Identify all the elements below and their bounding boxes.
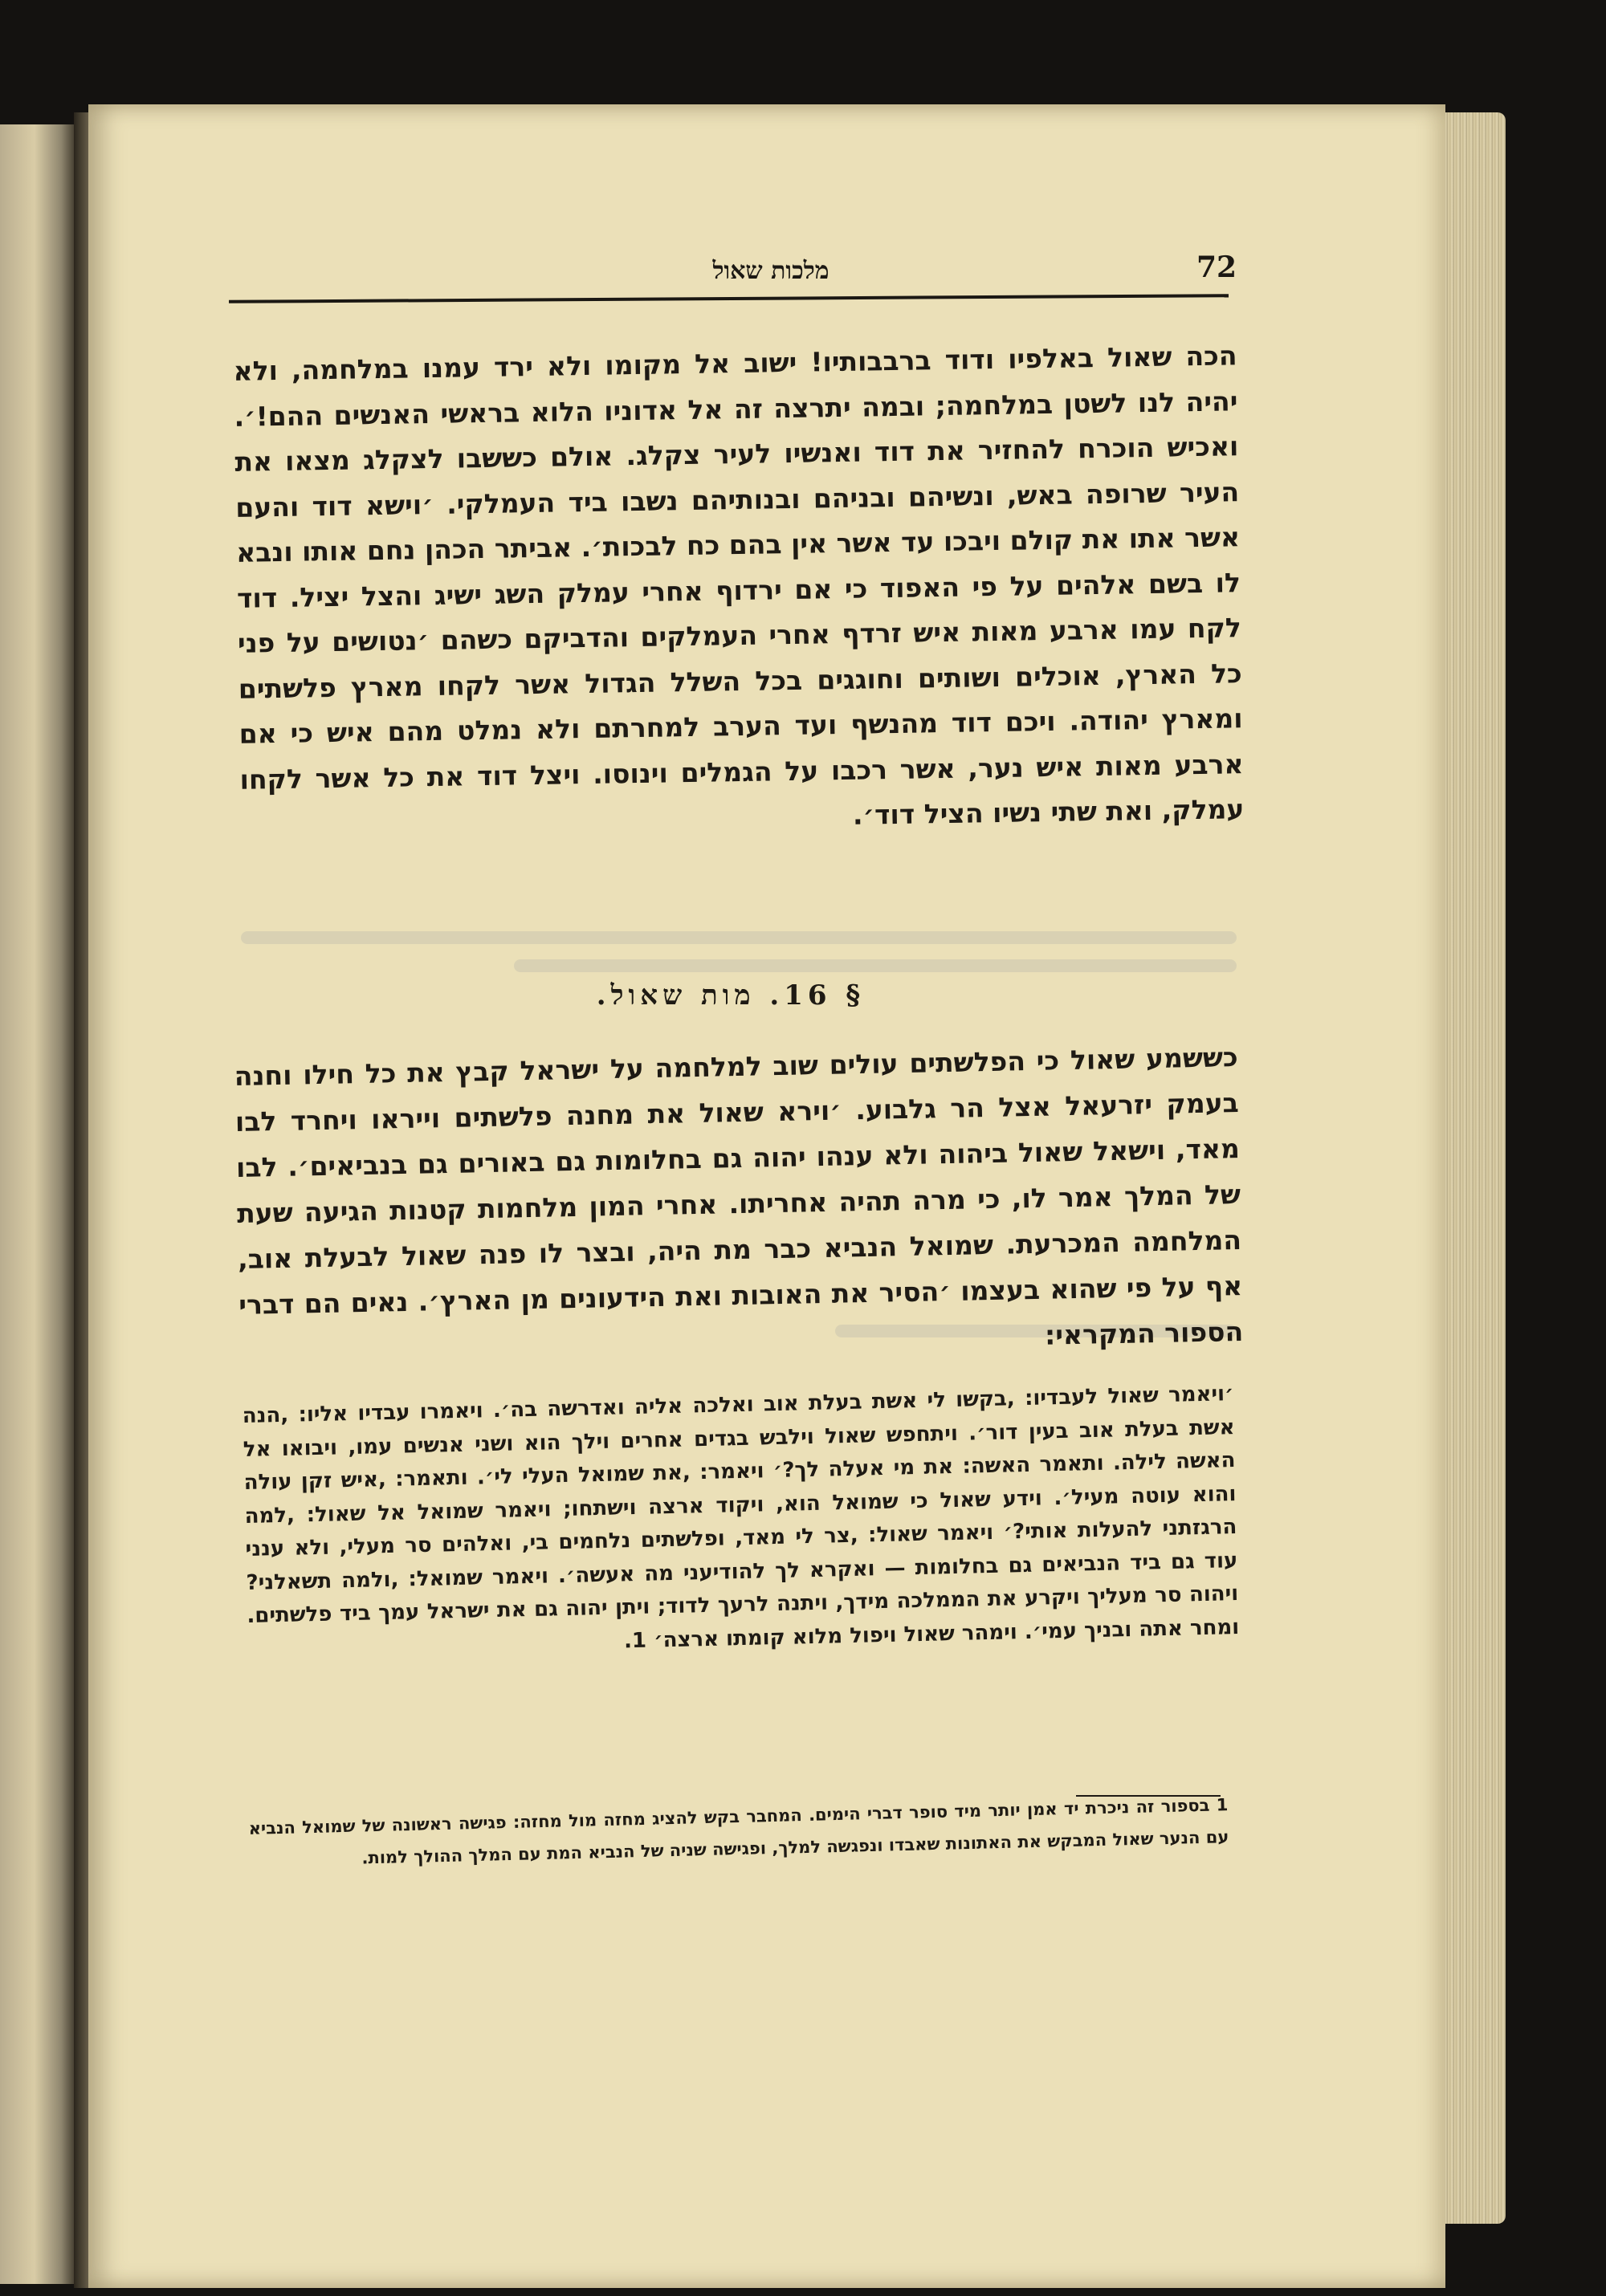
main-paragraph: הכה שאול באלפיו ודוד ברבבותיו! ישוב אל מקומו ולא ירד עמנו במלחמה, ולא יהיה לנו לשטן במלחמה; ובמה יתרצה זה אל אדוניו הלוא בראשי האנשים ההם!׳. ואכיש הוכרח להחזיר את דוד ואנשיו לעיר צקלג. אולם כששבו לצקלג מצאו את העיר שרופה באש, ונשיהם ובניהם ובנותיהם נשבו ביד העמלקי. ׳וישא דוד והעם אשר אתו את קולם ויבכו עד אשר אין בהם כח לבכות׳. אביתר הכהן נחם אותו ונבא לו בשם אלהים על פי האפוד כי אם ירדוף אחרי עמלק השג ישיג והצל יציל. דוד לקח עמו ארבע מאות איש זרדף אחרי העמלקים והדביקם כשהם ׳נטושים על פני כל הארץ, אוכלים ושותים וחוגגים בכל השלל הגדול אשר לקחו מארץ פלשתים ומארץ יהודה. ויכם דוד מהנשף ועד הערב למחרתם ולא נמלט מהם איש כי אם ארבע מאות איש נער, אשר רכבו על הגמלים וינוסו. ויצל דוד את כל אשר לקחו עמלק, ואת שתי נשיו הציל דוד׳. — [233, 340, 1245, 831]
facing-page-edge — [0, 124, 76, 2284]
biblical-quote: ׳ויאמר שאול לעבדיו: ,בקשו לי אשת בעלת אוב ואלכה אליה ואדרשה בה׳. ויאמרו עבדיו אליו: ,הנה אשת בעלת אוב בעין דור׳. ויתחפש שאול וילבש בגדים אחרים וילך הוא ושני אנשים עמו, ויבואו אל האשה לילה. ותאמר האשה: את מי אעלה לך?׳ ויאמר: ,את שמואל העלי לי׳. ותאמר: ,איש זקן עולה והוא עוטה מעיל׳. וידע שאול כי שמואל הוא, ויקוד ארצה וישתחו; ויאמר שמואל אל שאול: ,למה הרגזתני להעלות אותי?׳ ויאמר שאול: ,צר לי מאד, ופלשתים נלחמים בי, ואלהים סר מעלי, ולא ענני עוד גם ביד הנביאים גם בחלומות — ואקרא לך להודיעני מה אעשה׳. ויאמר שמואל: ,ולמה תשאלני? ויהוה סר מעליך ויקרע את הממלכה מידך, ויתנה לרעך לדוד; ויתן יהוה גם את ישראל עמך ביד פלשתים. ומחר אתה ובניך עמי׳. וימהר שאול ויפול מלוא קומתו ארצה׳ 1. — [242, 1382, 1240, 1653]
ink-bleed-through — [241, 931, 1237, 944]
section-heading: § 16. מות שאול. — [596, 979, 866, 1012]
page-stack-edge — [1441, 112, 1506, 2224]
footnote: 1 בספור זה ניכרת יד אמן יותר מיד סופר דברי הימים. המחבר בקש להציג מחזה מול מחזה: פגישה ראשונה של שמואל הנביא עם הנער שאול המבקש את האתונות שאבדו ונפגשה למלך, ופגישה שניה של הנביא המת עם המלך ההולך למות. — [248, 1795, 1229, 1868]
running-title: מלכות שאול — [712, 257, 829, 285]
ink-bleed-through — [514, 959, 1237, 972]
page-number: 72 — [1196, 250, 1237, 284]
book-spine-shadow — [74, 112, 90, 2288]
section-paragraph: כששמע שאול כי הפלשתים עולים שוב למלחמה על ישראל קבץ את כל חילו וחנה בעמק יזרעאל אצל הר גלבוע. ׳וירא שאול את מחנה פלשתים וייראו ויחרד לבו מאד, וישאל שאול ביהוה ולא ענהו יהוה גם בחלומות גם באורים גם בנביאים׳. לבו של המלך אמר לו, כי מרה תהיה אחריתו. אחרי המון מלחמות קטנות הגיעה שעת המלחמה המכרעת. שמואל הנביא כבר מת היה, ובצר לו פנה שאול לבעלת אוב, אף על פי שהוא בעצמו ׳הסיר את האובות ואת הידעונים מן הארץ׳. נאים הם דברי הספור המקראי: — [234, 1041, 1244, 1351]
